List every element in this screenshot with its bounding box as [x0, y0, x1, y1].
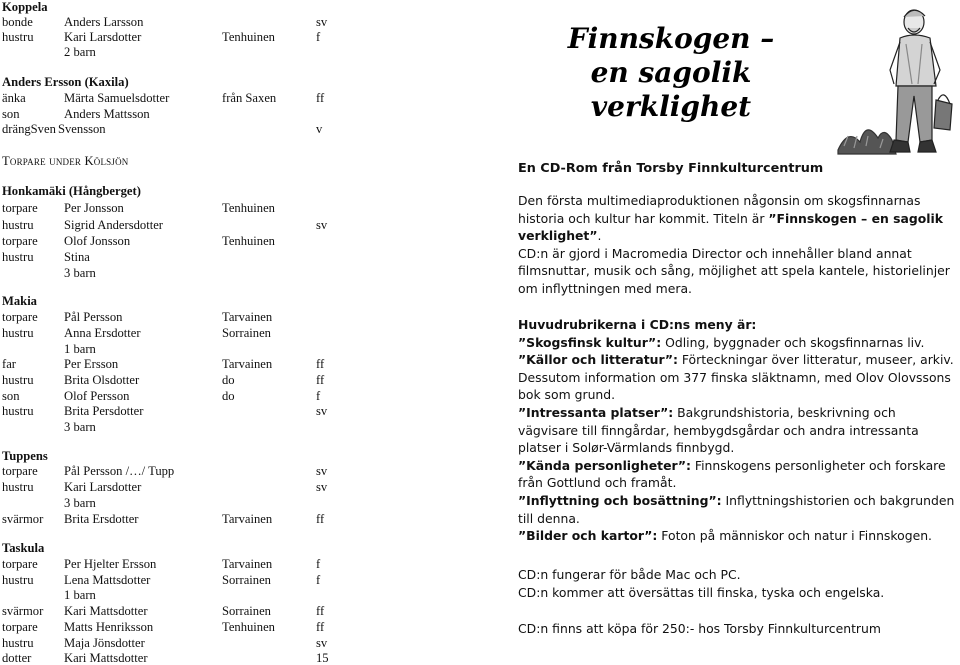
person-name: Olof Persson	[64, 389, 130, 403]
menu-item	[518, 351, 958, 404]
origin-code: f	[316, 557, 321, 571]
person-name: Maja Jönsdotter	[64, 636, 145, 650]
menu-item-text: Odling, byggnader och skogsfinnarnas liv.	[661, 334, 925, 350]
person-name: 2 barn	[64, 45, 96, 59]
role: torpare	[2, 310, 38, 324]
person-name: Brita Olsdotter	[64, 373, 140, 387]
platform-text-2: CD:n kommer att översättas till finska, tyska och engelska.	[518, 584, 885, 600]
role: drängSven	[2, 122, 56, 136]
role: hustru	[2, 326, 34, 340]
platform-info	[518, 566, 958, 601]
table-row	[0, 45, 340, 61]
table-row	[0, 122, 340, 138]
family-name: Tarvainen	[222, 512, 273, 526]
intro-text	[518, 192, 958, 245]
heading-honkamaki: Honkamäki (Hångberget)	[2, 184, 141, 198]
family-name: Tenhuinen	[222, 234, 275, 248]
role: änka	[2, 91, 26, 105]
table-row	[0, 557, 340, 573]
origin-code: sv	[316, 15, 328, 29]
table-row	[0, 651, 340, 665]
origin-code: ff	[316, 512, 325, 526]
person-name: Kari Mattsdotter	[64, 604, 148, 618]
menu-item-label: ”Bilder och kartor”:	[518, 528, 658, 544]
menu-item-label: ”Kända personligheter”:	[518, 457, 691, 473]
table-row	[0, 480, 340, 496]
heading-tuppens: Tuppens	[2, 449, 48, 463]
table-row	[0, 326, 340, 342]
menu-item	[518, 492, 958, 527]
family-name: do	[222, 373, 235, 387]
role: svärmor	[2, 604, 44, 618]
person-name: Olof Jonsson	[64, 234, 131, 248]
table-row	[0, 234, 340, 250]
person-name: Per Jonsson	[64, 201, 124, 215]
person-name: Per Hjelter Ersson	[64, 557, 157, 571]
origin-code: sv	[316, 404, 328, 418]
hero-title-line1: Finnskogen –	[567, 22, 775, 55]
menu-item-text: Bakgrundshistoria, beskrivning och vägvisare till finngårdar, hembygdsgårdar och andra intressanta platser i Solør-Värmlands finnbygd.	[518, 404, 919, 456]
menu-item-label: ”Intressanta platser”:	[518, 404, 674, 420]
menu-item	[518, 334, 958, 352]
origin-code: sv	[316, 464, 328, 478]
role: hustru	[2, 30, 34, 44]
person-name: Pål Persson /…/ Tupp	[64, 464, 175, 478]
person-name: 3 barn	[64, 266, 96, 280]
origin-code: ff	[316, 620, 325, 634]
purchase-info: CD:n finns att köpa för 250:- hos Torsby Finnkulturcentrum	[518, 621, 881, 636]
settler-illustration	[836, 0, 960, 156]
intro-paragraph	[518, 192, 958, 298]
menu-item-text: Förteckningar över litteratur, museer, arkiv. Dessutom information om 377 finska släktnamn, med Olov Olovssons bok som grund.	[518, 352, 954, 403]
menu-item	[518, 404, 958, 457]
person-name: Märta Samuelsdotter	[64, 91, 170, 105]
table-row	[0, 573, 340, 589]
person-name: 1 barn	[64, 588, 96, 602]
person-name: Kari Larsdotter	[64, 30, 142, 44]
table-row	[0, 404, 340, 420]
table-row	[0, 512, 340, 528]
table-row	[0, 107, 340, 123]
origin-code: ff	[316, 357, 325, 371]
person-name: 3 barn	[64, 496, 96, 510]
person-name: 3 barn	[64, 420, 96, 434]
role: hustru	[2, 573, 34, 587]
role: torpare	[2, 201, 38, 215]
family-name: Sorrainen	[222, 573, 271, 587]
role: far	[2, 357, 16, 371]
intro-cd-title: ”Finnskogen – en sagolik verklighet”	[518, 210, 943, 244]
origin-code: ff	[316, 373, 325, 387]
table-row	[0, 91, 340, 107]
intro-text-1: Den första multimediaproduktionen någonsin om skogsfinnarnas historia och kultur har kommit. Titeln är	[518, 193, 921, 226]
role: torpare	[2, 557, 38, 571]
role: hustru	[2, 218, 34, 232]
person-name: Anders Mattsson	[64, 107, 150, 121]
table-row	[0, 636, 340, 652]
genealogy-column	[0, 0, 340, 665]
person-name: Stina	[64, 250, 90, 264]
origin-code: f	[316, 389, 321, 403]
role: hustru	[2, 404, 34, 418]
origin-code: 15	[316, 651, 329, 665]
origin-code: sv	[316, 218, 328, 232]
person-name: Brita Ersdotter	[64, 512, 139, 526]
subheading: En CD-Rom från Torsby Finnkulturcentrum	[518, 161, 824, 176]
menu-item-label: ”Källor och litteratur”:	[518, 352, 678, 368]
origin-code: f	[316, 573, 321, 587]
person-name: Anna Ersdotter	[64, 326, 141, 340]
origin-code: sv	[316, 636, 328, 650]
role: hustru	[2, 373, 34, 387]
person-name: Pål Persson	[64, 310, 123, 324]
menu-item-text: Inflyttningshistorien och bakgrunden till denna.	[518, 492, 955, 526]
origin-code: v	[316, 122, 323, 136]
menu-item-label: ”Inflyttning och bosättning”:	[518, 492, 722, 508]
person-name: Per Ersson	[64, 357, 119, 371]
heading-koppela: Koppela	[2, 0, 48, 14]
menu-heading: Huvudrubrikerna i CD:ns meny är:	[518, 317, 757, 332]
role: hustru	[2, 480, 34, 494]
heading-kaxila: Anders Ersson (Kaxila)	[2, 75, 129, 89]
role: dotter	[2, 651, 32, 665]
hero-title-line2: en sagolik verklighet	[590, 56, 752, 123]
family-name: do	[222, 389, 235, 403]
menu-item	[518, 527, 958, 545]
person-name: 1 barn	[64, 342, 96, 356]
role: hustru	[2, 636, 34, 650]
table-row	[0, 389, 340, 405]
person-name: Sigrid Andersdotter	[64, 218, 163, 232]
family-name: Sorrainen	[222, 326, 271, 340]
intro-text-3: CD:n är gjord i Macromedia Director och innehåller bland annat filmsnuttar, musik och sång, möjlighet att spela kantele, historielinjer om inflyttningen med mera.	[518, 245, 950, 296]
hero-title	[506, 22, 836, 124]
table-row	[0, 588, 340, 604]
table-row	[0, 201, 340, 217]
role: svärmor	[2, 512, 44, 526]
table-row	[0, 357, 340, 373]
origin-code: ff	[316, 604, 325, 618]
role: bonde	[2, 15, 33, 29]
table-row	[0, 496, 340, 512]
person-name: Kari Larsdotter	[64, 480, 142, 494]
person-name: Anders Larsson	[64, 15, 144, 29]
origin-code: ff	[316, 91, 325, 105]
section-title: Torpare under Kölsjön	[2, 154, 129, 168]
role: torpare	[2, 620, 38, 634]
table-row	[0, 15, 340, 31]
table-row	[0, 420, 340, 436]
person-name: Brita Persdotter	[64, 404, 144, 418]
origin-code: f	[316, 30, 321, 44]
family-name: Tenhuinen	[222, 30, 275, 44]
promo-column	[506, 0, 960, 665]
table-row	[0, 373, 340, 389]
role: son	[2, 389, 20, 403]
heading-taskula: Taskula	[2, 541, 45, 555]
table-row	[0, 604, 340, 620]
role: hustru	[2, 250, 34, 264]
role: torpare	[2, 464, 38, 478]
family-name: Tarvainen	[222, 557, 273, 571]
menu-item	[518, 457, 958, 492]
table-row	[0, 342, 340, 358]
family-name: Tenhuinen	[222, 201, 275, 215]
person-name: Matts Henriksson	[64, 620, 154, 634]
person-name: Lena Mattsdotter	[64, 573, 151, 587]
origin-code: sv	[316, 480, 328, 494]
family-name: Tarvainen	[222, 357, 273, 371]
table-row	[0, 250, 340, 266]
role: son	[2, 107, 20, 121]
menu-item-label: ”Skogsfinsk kultur”:	[518, 334, 662, 350]
person-name: Svensson	[58, 122, 106, 136]
menu-item-text: Finnskogens personligheter och forskare från Gottlund och framåt.	[518, 457, 946, 491]
person-name: Kari Mattsdotter	[64, 651, 148, 665]
family-name: Sorrainen	[222, 604, 271, 618]
table-row	[0, 30, 340, 46]
table-row	[0, 218, 340, 234]
table-row	[0, 464, 340, 480]
family-name: Tarvainen	[222, 310, 273, 324]
table-row	[0, 620, 340, 636]
family-name: från Saxen	[222, 91, 277, 105]
divider	[506, 158, 960, 159]
family-name: Tenhuinen	[222, 620, 275, 634]
table-row	[0, 266, 340, 282]
platform-text-1: CD:n fungerar för både Mac och PC.	[518, 567, 741, 582]
menu-section	[518, 316, 958, 545]
heading-makia: Makia	[2, 294, 37, 308]
menu-item-text: Foton på människor och natur i Finnskogen.	[657, 528, 932, 544]
table-row	[0, 310, 340, 326]
intro-text-2: .	[597, 228, 602, 244]
role: torpare	[2, 234, 38, 248]
